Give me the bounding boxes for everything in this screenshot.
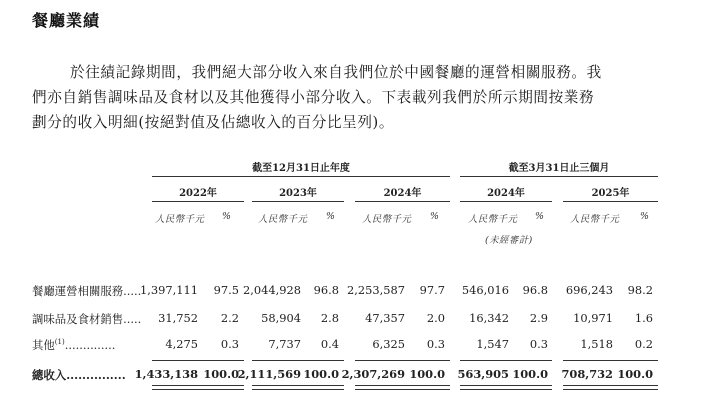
year-header: 2023年	[279, 188, 317, 199]
paragraph-line: 於往績記錄期間，我們絕大部分收入來自我們位於中國餐廳的運營相關服務。我	[70, 64, 602, 81]
percent-cell: 2.0	[426, 311, 445, 325]
amount-cell: 563,905	[457, 367, 509, 381]
amount-cell: 4,275	[165, 337, 198, 351]
subtotal-rule	[252, 360, 344, 361]
percent-cell: 100.0	[512, 367, 548, 381]
amount-cell: 546,016	[461, 283, 509, 297]
group-header-quarter: 截至3月31日止三個月	[508, 163, 610, 174]
group-header-annual: 截至12月31日止年度	[252, 163, 350, 174]
amount-cell: 31,752	[158, 311, 198, 325]
row-label-seasoning-sales: 調味品及食材銷售.....	[32, 312, 142, 326]
percent-cell: 100.0	[203, 367, 239, 381]
section-heading: 餐廳業績	[32, 11, 101, 30]
subtotal-rule	[563, 360, 658, 361]
amount-cell: 1,433,138	[134, 367, 198, 381]
percent-cell: 96.8	[522, 283, 548, 297]
amount-cell: 16,342	[469, 311, 509, 325]
year-header: 2024年	[383, 188, 422, 199]
percent-cell: 96.8	[313, 283, 339, 297]
amount-cell: 58,904	[261, 311, 301, 325]
amount-cell: 7,737	[268, 337, 301, 351]
percent-cell: 100.0	[303, 367, 339, 381]
year-rule	[355, 201, 450, 202]
unit-label: 人民幣千元	[570, 214, 620, 225]
pct-label: %	[535, 211, 544, 222]
unaudited-note: (未經審計)	[485, 235, 533, 246]
year-rule	[252, 201, 344, 202]
percent-cell: 98.2	[627, 283, 653, 297]
percent-cell: 1.6	[634, 311, 653, 325]
percent-cell: 0.3	[220, 337, 239, 351]
percent-cell: 100.0	[617, 367, 653, 381]
amount-cell: 1,547	[476, 337, 509, 351]
amount-cell: 1,518	[580, 337, 613, 351]
total-double-rule	[252, 385, 344, 390]
percent-cell: 100.0	[409, 367, 445, 381]
percent-cell: 0.3	[529, 337, 548, 351]
percent-cell: 0.3	[426, 337, 445, 351]
amount-cell: 2,111,569	[237, 367, 301, 381]
amount-cell: 1,397,111	[140, 283, 198, 297]
total-double-rule	[460, 385, 552, 390]
total-double-rule	[563, 385, 658, 390]
amount-cell: 6,325	[372, 337, 405, 351]
year-header: 2022年	[179, 188, 217, 199]
percent-cell: 97.5	[213, 283, 239, 297]
row-label-total: 總收入...............	[32, 368, 126, 382]
percent-cell: 0.2	[634, 337, 653, 351]
total-double-rule	[152, 385, 244, 390]
unit-label: 人民幣千元	[362, 214, 412, 225]
amount-cell: 10,971	[573, 311, 613, 325]
unit-label: 人民幣千元	[258, 214, 308, 225]
year-rule	[563, 201, 658, 202]
amount-cell: 708,732	[561, 367, 613, 381]
pct-label: %	[430, 211, 439, 222]
pct-label: %	[222, 211, 231, 222]
pct-label: %	[326, 211, 335, 222]
group-rule-annual	[152, 176, 450, 177]
percent-cell: 0.4	[320, 337, 339, 351]
year-header: 2024年	[487, 188, 525, 199]
pct-label: %	[640, 211, 649, 222]
year-rule	[152, 201, 244, 202]
subtotal-rule	[355, 360, 450, 361]
row-label-restaurant-services: 餐廳運營相關服務.....	[32, 284, 142, 298]
unit-label: 人民幣千元	[155, 214, 205, 225]
amount-cell: 2,253,587	[347, 283, 405, 297]
amount-cell: 47,357	[365, 311, 405, 325]
percent-cell: 2.2	[220, 311, 239, 325]
amount-cell: 2,307,269	[341, 367, 405, 381]
unit-label: 人民幣千元	[468, 214, 518, 225]
percent-cell: 2.9	[529, 311, 548, 325]
row-label-others: 其他$^{(1)}$..............	[32, 338, 116, 352]
group-rule-quarter	[460, 176, 658, 177]
paragraph-line: 劃分的收入明細(按絕對值及佔總收入的百分比呈列)。	[32, 114, 395, 131]
total-double-rule	[355, 385, 450, 390]
amount-cell: 696,243	[565, 283, 613, 297]
paragraph-line: 們亦自銷售調味品及食材以及其他獲得小部分收入。下表載列我們於所示期間按業務	[32, 89, 595, 106]
amount-cell: 2,044,928	[243, 283, 301, 297]
percent-cell: 97.7	[419, 283, 445, 297]
subtotal-rule	[460, 360, 552, 361]
year-rule	[460, 201, 552, 202]
subtotal-rule	[152, 360, 244, 361]
year-header: 2025年	[591, 188, 630, 199]
percent-cell: 2.8	[320, 311, 339, 325]
